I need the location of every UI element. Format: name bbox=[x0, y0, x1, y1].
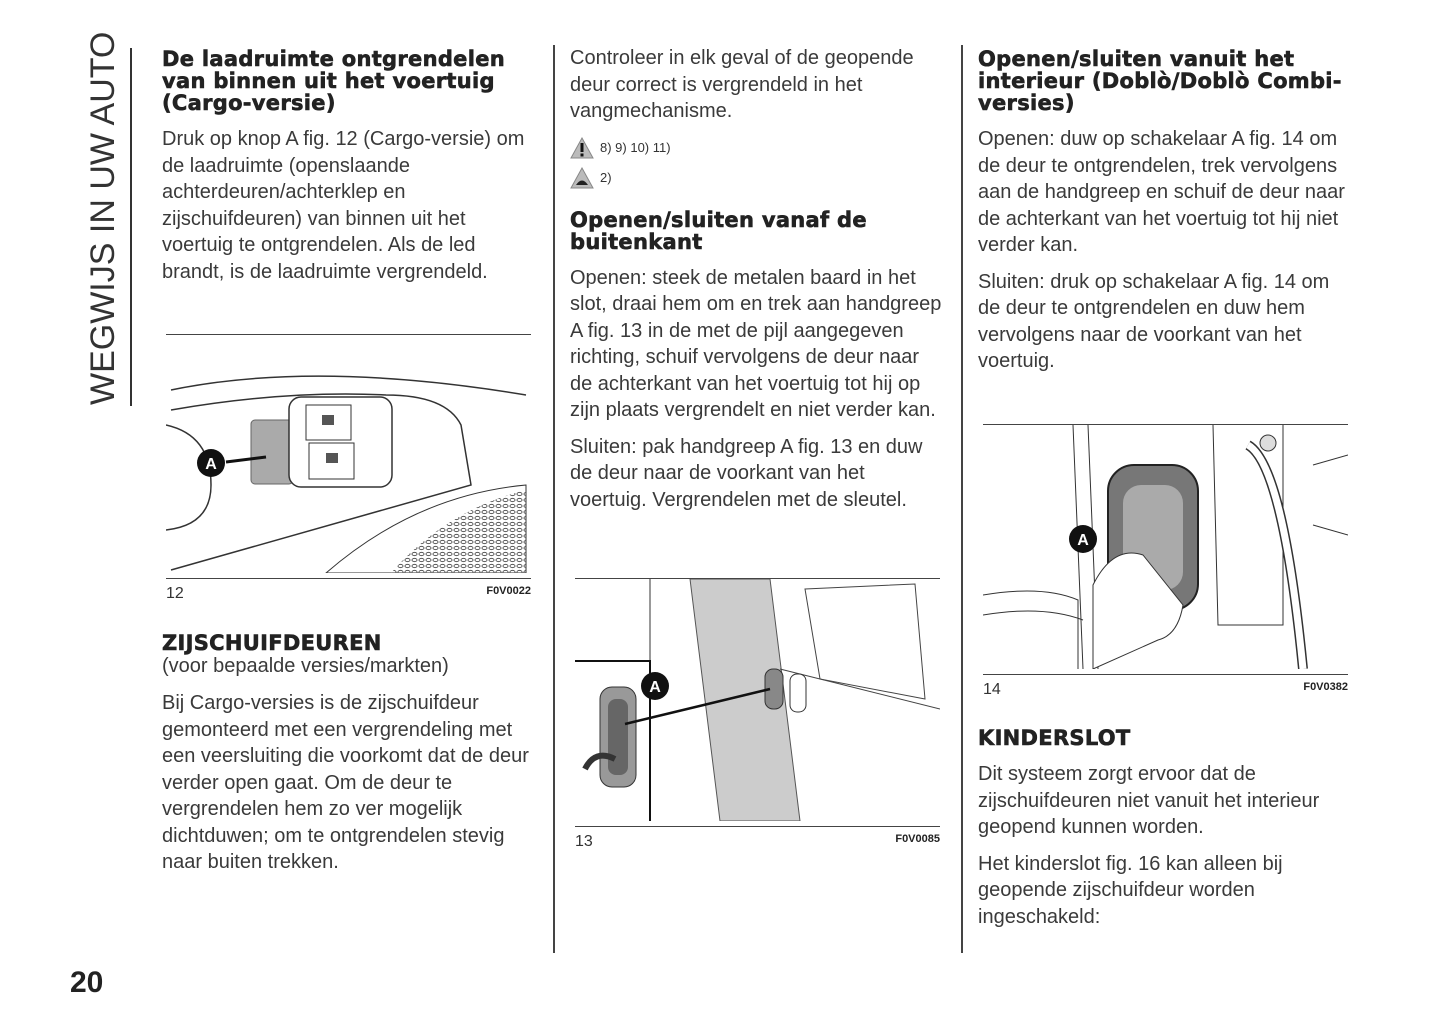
paragraph: Het kinderslot fig. 16 kan alleen bij geopende zijschuifdeur worden ingeschakeld: bbox=[978, 852, 1283, 928]
door-panel-illustration bbox=[166, 335, 531, 573]
warning-icon bbox=[570, 137, 594, 159]
section-heading: KINDERSLOT bbox=[978, 726, 1131, 750]
caution-reference bbox=[570, 167, 945, 189]
warning-reference bbox=[570, 137, 945, 159]
side-divider bbox=[130, 48, 132, 406]
callout-label: A bbox=[205, 456, 217, 473]
callout-label: A bbox=[649, 679, 661, 696]
paragraph: Druk op knop A fig. 12 (Cargo-versie) om de laadruimte (openslaande achterdeuren/achterklep en zijschuifdeuren) van binnen uit het voertuig te ontgrendelen. Als de led brandt, is de laadruimte vergrendeld. bbox=[162, 128, 525, 283]
figure-code: F0V0022 bbox=[486, 585, 531, 597]
paragraph: Openen: steek de metalen baard in het slot, draai hem om en trek aan handgreep A fig. 13 in de met de pijl aangegeven richting, schuif vervolgens de deur naar de achterkant van het voertuig tot hij op zijn plaats vergrendelt en niet verder kan. bbox=[570, 266, 942, 421]
figure-number: 12 bbox=[166, 585, 184, 602]
section-heading: Openen/sluiten vanuit het interieur (Doblò/Doblò Combi-versies) bbox=[978, 47, 1342, 115]
figure-number: 14 bbox=[983, 681, 1001, 698]
section-heading: ZIJSCHUIFDEUREN bbox=[162, 631, 382, 655]
section-side-title: WEGWIJS IN UW AUTO bbox=[84, 31, 122, 405]
column-2 bbox=[570, 45, 945, 523]
figure-13 bbox=[575, 578, 940, 851]
page-number: 20 bbox=[70, 966, 104, 999]
caution-refs: 2) bbox=[600, 170, 612, 185]
column-3-lower bbox=[978, 727, 1350, 940]
section-subtitle: (voor bepaalde versies/markten) bbox=[162, 655, 449, 677]
column-divider bbox=[961, 45, 963, 953]
column-divider bbox=[553, 45, 555, 953]
column-1-lower bbox=[162, 632, 534, 886]
car-icon bbox=[570, 167, 594, 189]
section-heading: Openen/sluiten vanaf de buitenkant bbox=[570, 207, 867, 254]
warning-refs: 8) 9) 10) 11) bbox=[600, 140, 671, 155]
figure-12 bbox=[166, 334, 531, 603]
paragraph: Controleer in elk geval of de geopende deur correct is vergrendeld in het vangmechanisme. bbox=[570, 47, 914, 122]
column-3 bbox=[978, 48, 1350, 385]
section-heading: De laadruimte ontgrendelen van binnen uit het voertuig (Cargo-versie) bbox=[162, 47, 505, 115]
sliding-door-illustration bbox=[575, 579, 940, 821]
paragraph: Sluiten: druk op schakelaar A fig. 14 om de deur te ontgrendelen en duw hem vervolgens naar de voorkant van het voertuig. bbox=[978, 270, 1330, 372]
paragraph: Openen: duw op schakelaar A fig. 14 om de deur te ontgrendelen, trek vervolgens aan de handgreep en schuif de deur naar de achterkant van het voertuig tot hij niet verder kan. bbox=[978, 128, 1345, 256]
figure-14 bbox=[983, 424, 1348, 699]
paragraph: Dit systeem zorgt ervoor dat de zijschuifdeuren niet vanuit het interieur geopend kunnen worden. bbox=[978, 763, 1320, 838]
interior-handle-illustration bbox=[983, 425, 1348, 669]
paragraph: Sluiten: pak handgreep A fig. 13 en duw de deur naar de voorkant van het voertuig. Vergrendelen met de sleutel. bbox=[570, 435, 923, 511]
figure-code: F0V0085 bbox=[895, 833, 940, 845]
paragraph: Bij Cargo-versies is de zijschuifdeur gemonteerd met een vergrendeling met een veersluiting die voorkomt dat de deur verder open gaat. Om de deur te vergrendelen hem zo ver mogelijk dichtduwen; om te ontgrendelen stevig naar buiten trekken. bbox=[162, 692, 529, 873]
callout-label: A bbox=[1077, 532, 1089, 549]
figure-code: F0V0382 bbox=[1303, 681, 1348, 693]
column-1 bbox=[162, 48, 534, 295]
figure-number: 13 bbox=[575, 833, 593, 850]
